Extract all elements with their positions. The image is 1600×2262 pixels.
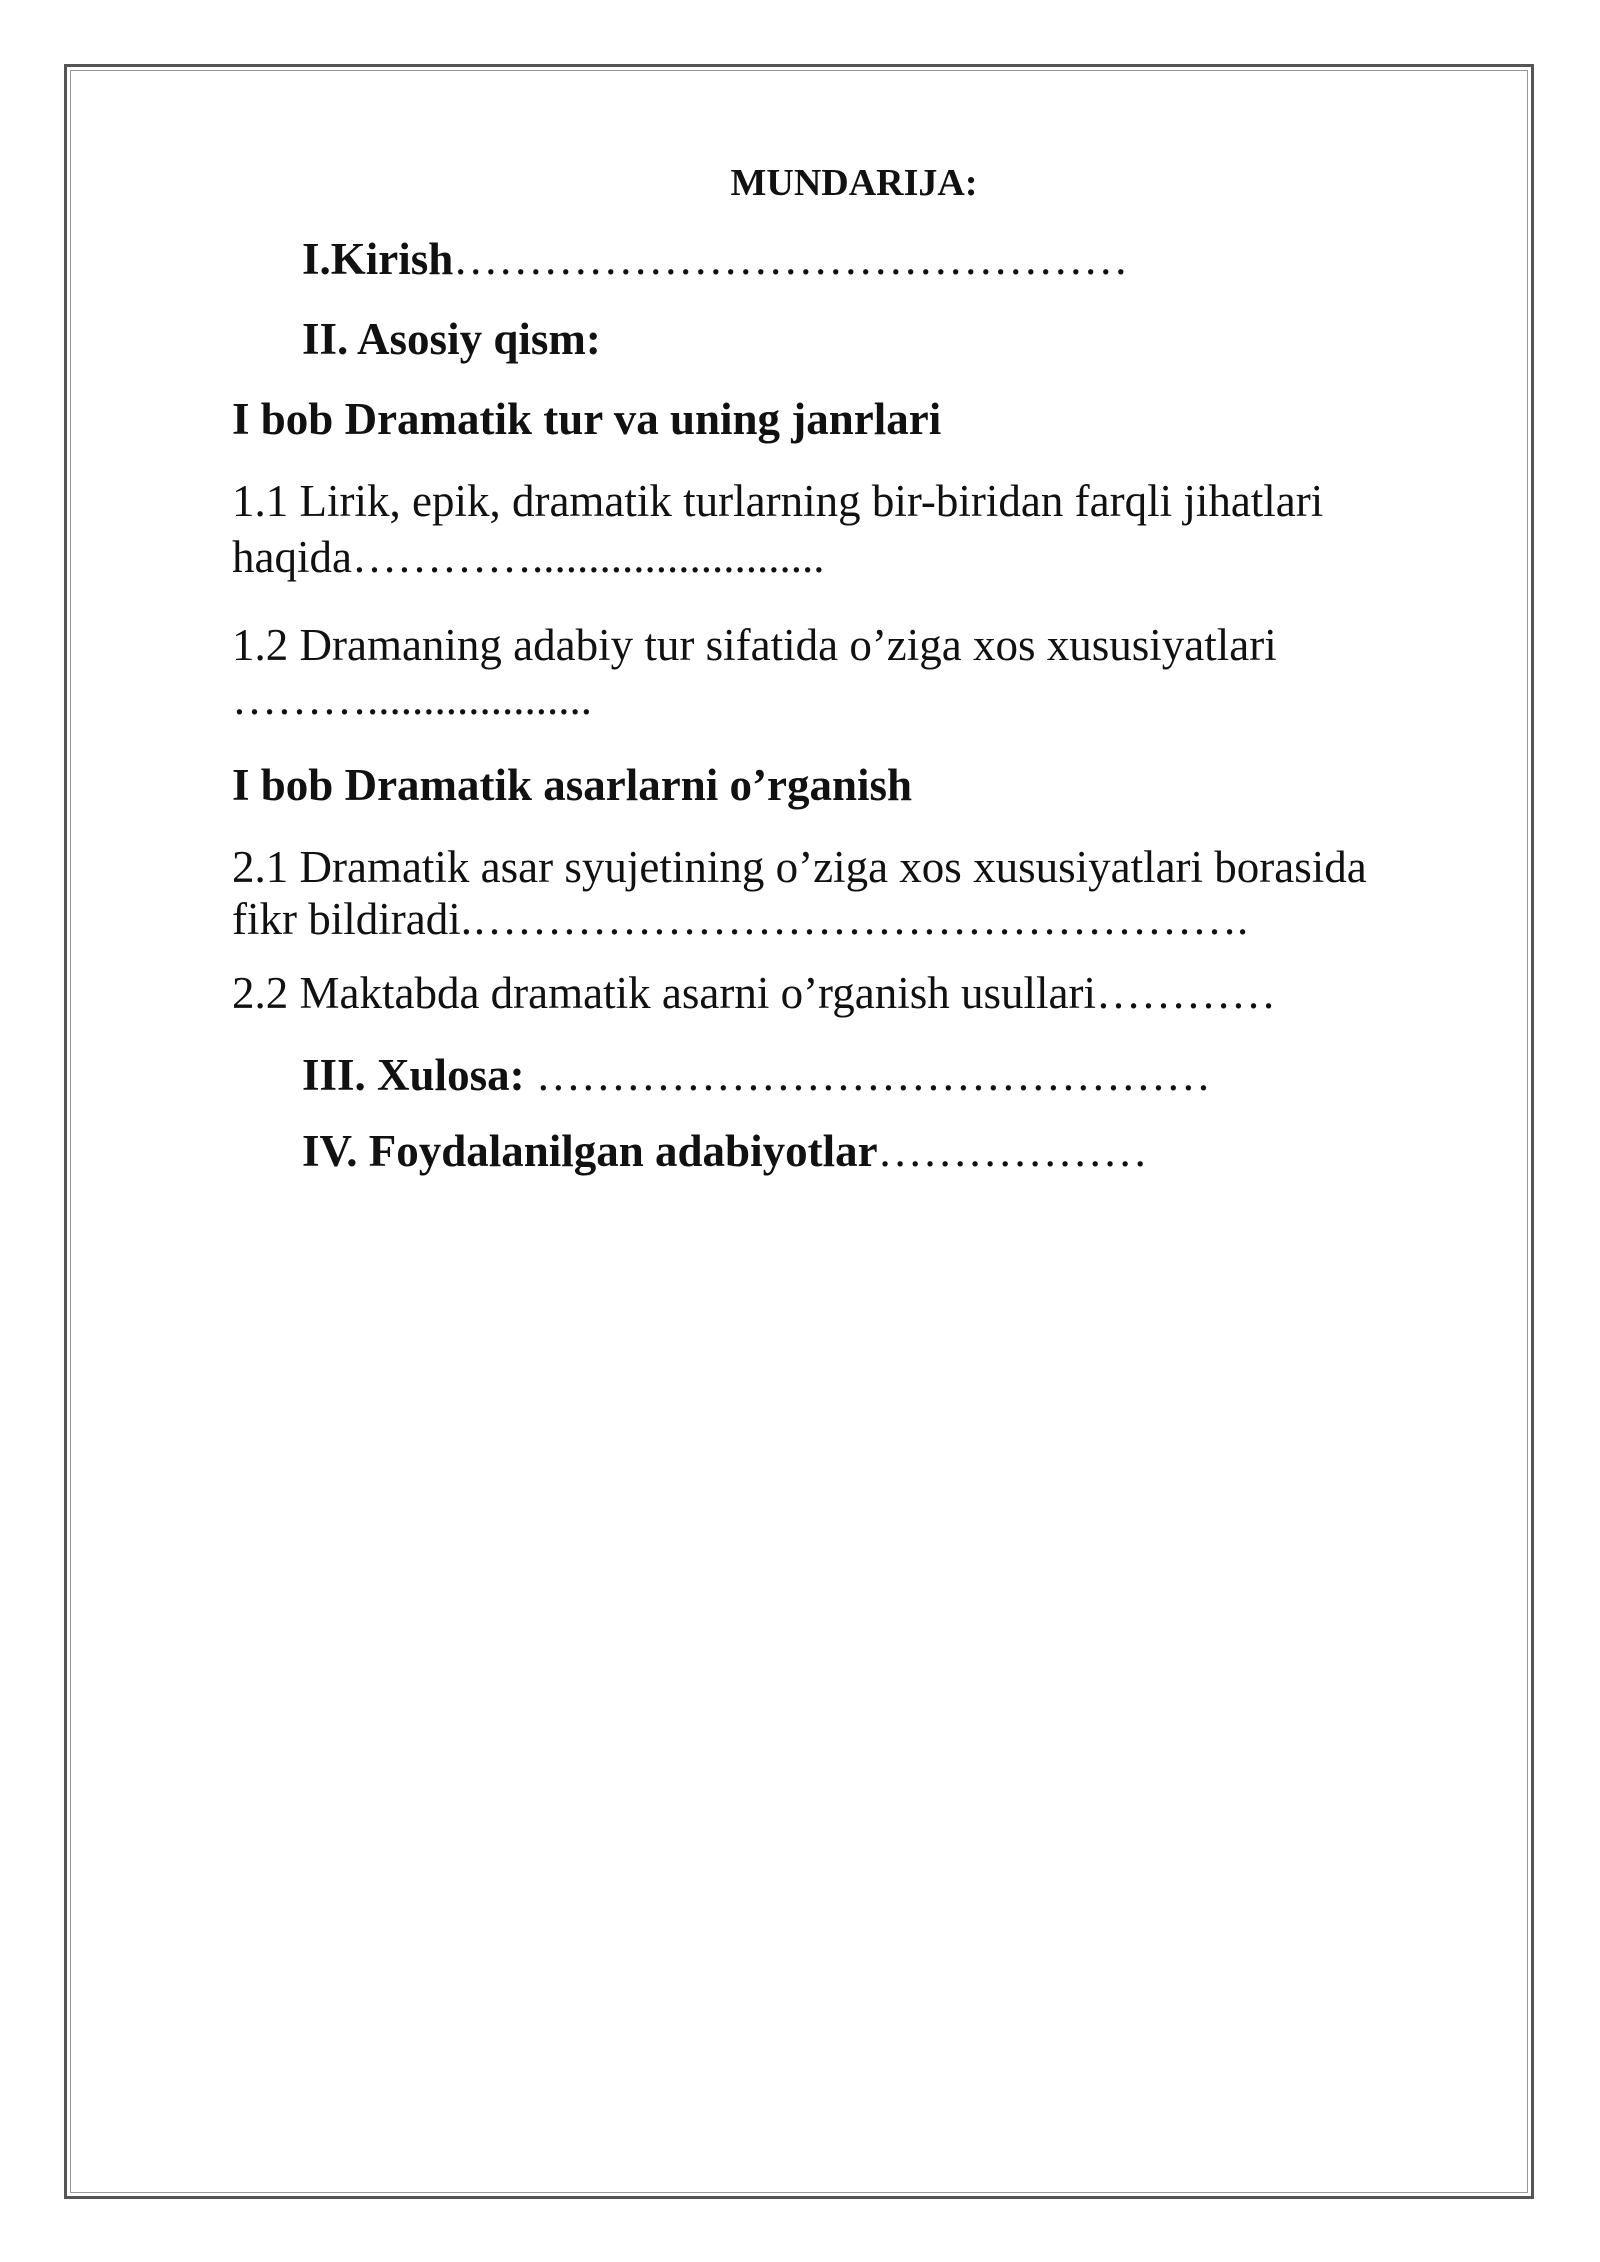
toc-section-1-2-line2: ……….................... bbox=[232, 674, 592, 724]
toc-leader-dots: ……………………………………… bbox=[524, 1050, 1211, 1100]
toc-entry-label: III. Xulosa: bbox=[302, 1050, 525, 1100]
toc-chapter-2: I bob Dramatik asarlarni o’rganish bbox=[232, 760, 913, 810]
toc-leader-dots: ……………… bbox=[877, 1126, 1148, 1176]
toc-section-2-1-line1: 2.1 Dramatik asar syujetining o’ziga xos xususiyatlari borasida bbox=[232, 842, 1367, 892]
toc-entry-label: IV. Foydalanilgan adabiyotlar bbox=[302, 1126, 878, 1176]
toc-entry-kirish bbox=[302, 234, 1129, 284]
toc-entry-asosiy-qism: II. Asosiy qism: bbox=[302, 314, 601, 364]
toc-section-1-2-line1: 1.2 Dramaning adabiy tur sifatida o’ziga xos xususiyatlari bbox=[232, 620, 1277, 670]
toc-title: MUNDARIJA: bbox=[730, 162, 978, 204]
toc-section-1-1-line1: 1.1 Lirik, epik, dramatik turlarning bir-biridan farqli jihatlari bbox=[232, 476, 1324, 526]
toc-entry-xulosa bbox=[302, 1050, 1211, 1100]
table-of-contents bbox=[67, 67, 1531, 2196]
toc-section-2-1-line2: fikr bildiradi.……………………………………………. bbox=[232, 894, 1249, 944]
toc-section-1-1-line2: haqida………….......................... bbox=[232, 532, 825, 582]
toc-entry-label: I.Kirish bbox=[302, 234, 454, 284]
toc-leader-dots: ……………………………………… bbox=[453, 234, 1129, 284]
toc-section-2-2: 2.2 Maktabda dramatik asarni o’rganish usullari………… bbox=[232, 968, 1276, 1018]
toc-chapter-1: I bob Dramatik tur va uning janrlari bbox=[232, 394, 942, 444]
toc-entry-adabiyotlar bbox=[302, 1126, 1148, 1176]
page-border bbox=[64, 64, 1534, 2199]
